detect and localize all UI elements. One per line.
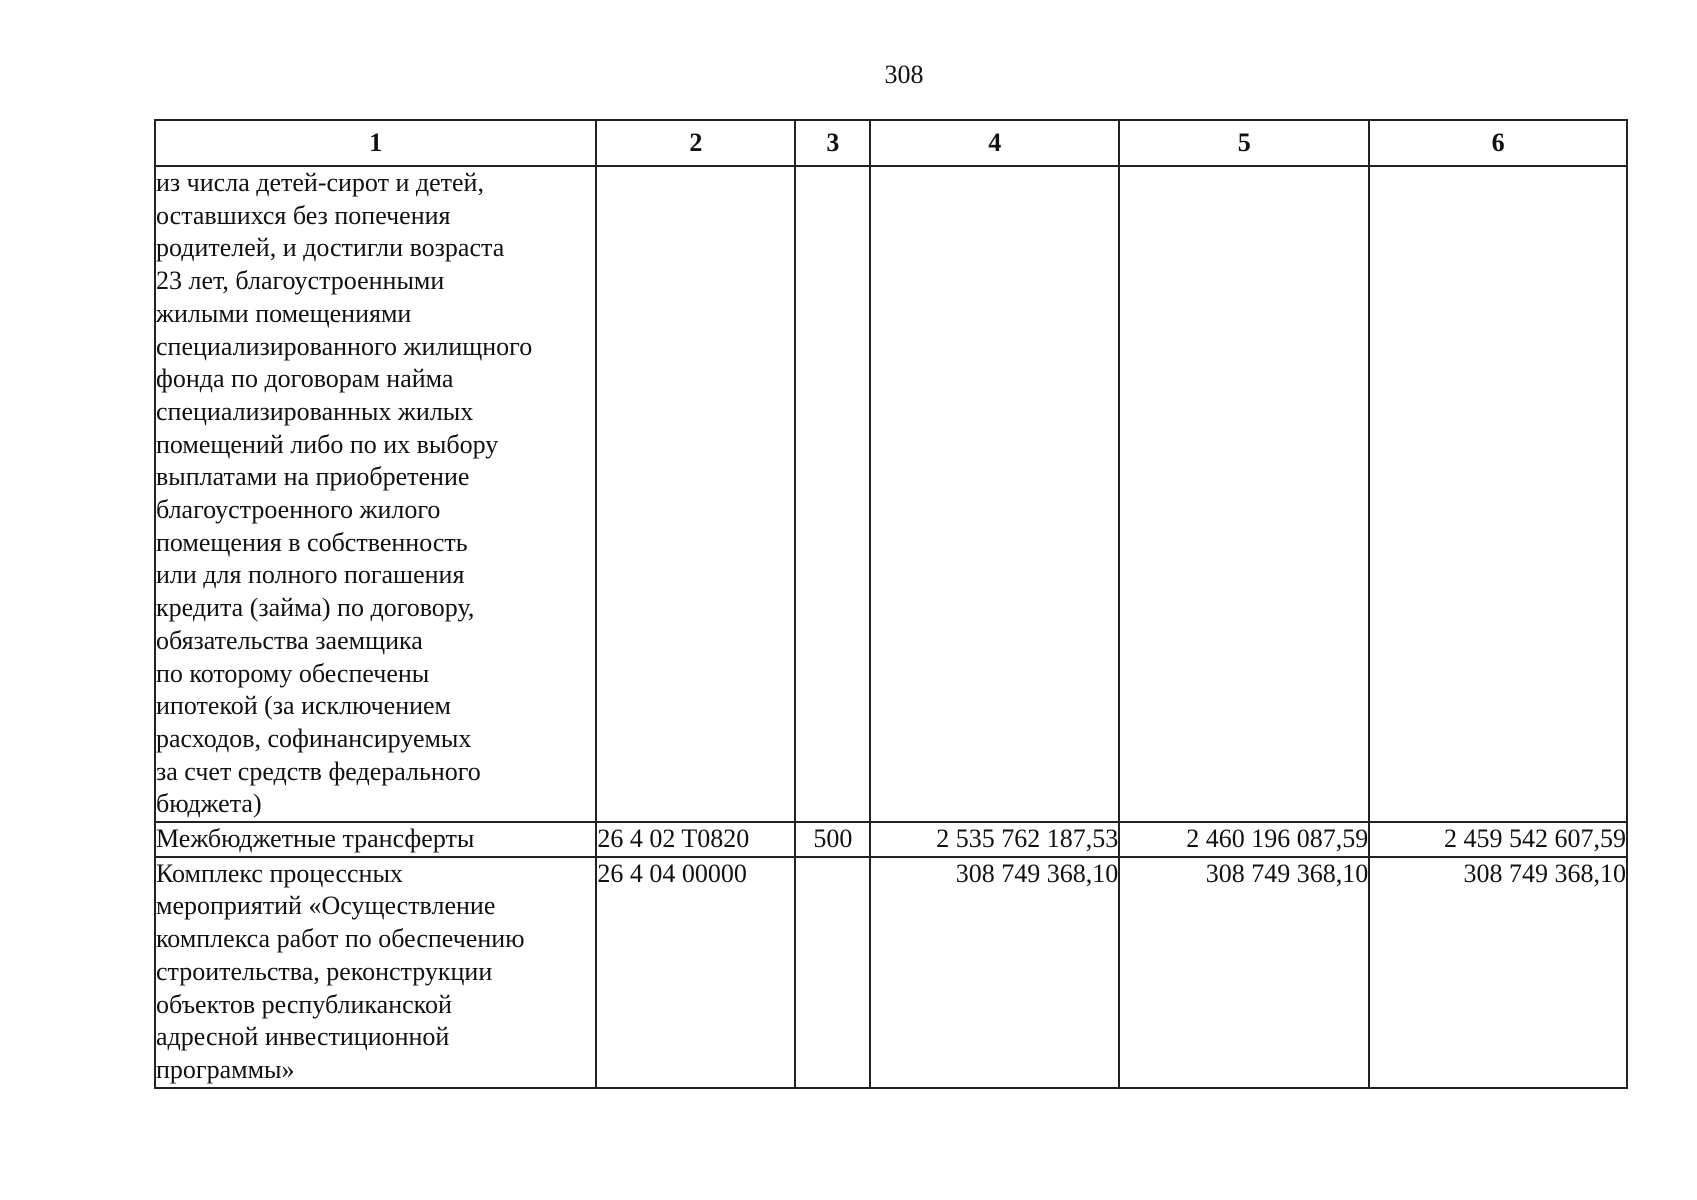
name-line: мероприятий «Осуществление — [156, 891, 496, 921]
name-cell — [155, 857, 596, 1088]
table-row — [155, 857, 1627, 1088]
name-line: жилыми помещениями — [156, 298, 412, 328]
name-line: благоустроенного жилого — [156, 495, 441, 525]
code-cell: 26 4 04 00000 — [596, 857, 795, 1088]
name-line: из числа детей-сирот и детей, — [156, 168, 484, 197]
name-cell — [155, 822, 596, 857]
name-line: обязательства заемщика — [156, 625, 423, 655]
name-line: или для полного погашения — [156, 560, 465, 590]
amount-cell-6: 2 459 542 607,59 — [1369, 822, 1627, 857]
expense-type-cell — [795, 166, 870, 822]
column-header-4: 4 — [870, 120, 1119, 166]
column-header-3: 3 — [795, 120, 870, 166]
column-header-2: 2 — [596, 120, 795, 166]
name-line: кредита (займа) по договору, — [156, 593, 475, 623]
name-line: помещения в собственность — [156, 527, 468, 557]
amount-cell-4 — [870, 166, 1119, 822]
name-line: за счет средств федерального — [156, 756, 481, 786]
name-line: комплекса работ по обеспечению — [156, 924, 525, 954]
name-line: бюджета) — [156, 789, 262, 819]
name-line: строительства, реконструкции — [156, 956, 493, 986]
name-line: ипотекой (за исключением — [156, 691, 452, 721]
page-number: 308 — [884, 60, 924, 89]
table-body — [155, 166, 1627, 1088]
name-line: Межбюджетные трансферты — [156, 824, 475, 854]
table-row — [155, 822, 1627, 857]
name-line: по которому обеспечены — [156, 658, 430, 688]
name-line: адресной инвестиционной — [156, 1022, 450, 1052]
name-line: программы» — [156, 1054, 295, 1084]
table-row — [155, 166, 1627, 822]
name-line: фонда по договорам найма — [156, 364, 454, 394]
column-header-5: 5 — [1119, 120, 1369, 166]
name-line: выплатами на приобретение — [156, 462, 470, 492]
name-line: Комплекс процессных — [156, 858, 403, 888]
code-cell: 26 4 02 T0820 — [596, 822, 795, 857]
expense-type-cell — [795, 857, 870, 1088]
code-cell — [596, 166, 795, 822]
name-line: родителей, и достигли возраста — [156, 233, 505, 263]
table-header-row — [155, 120, 1627, 166]
name-line: объектов республиканской — [156, 989, 452, 1019]
column-header-1: 1 — [155, 120, 596, 166]
name-cell — [155, 166, 596, 822]
column-header-6: 6 — [1369, 120, 1627, 166]
name-line: оставшихся без попечения — [156, 200, 451, 230]
name-line: расходов, софинансируемых — [156, 723, 472, 753]
amount-cell-5: 308 749 368,10 — [1119, 857, 1369, 1088]
amount-cell-6 — [1369, 166, 1627, 822]
amount-cell-5 — [1119, 166, 1369, 822]
name-line: специализированных жилых — [156, 396, 474, 426]
budget-table — [154, 119, 1628, 1089]
expense-type-cell: 500 — [795, 822, 870, 857]
name-line: специализированного жилищного — [156, 331, 533, 361]
amount-cell-6: 308 749 368,10 — [1369, 857, 1627, 1088]
name-line: помещений либо по их выбору — [156, 429, 499, 459]
amount-cell-4: 2 535 762 187,53 — [870, 822, 1119, 857]
name-line: 23 лет, благоустроенными — [156, 266, 445, 296]
amount-cell-5: 2 460 196 087,59 — [1119, 822, 1369, 857]
amount-cell-4: 308 749 368,10 — [870, 857, 1119, 1088]
